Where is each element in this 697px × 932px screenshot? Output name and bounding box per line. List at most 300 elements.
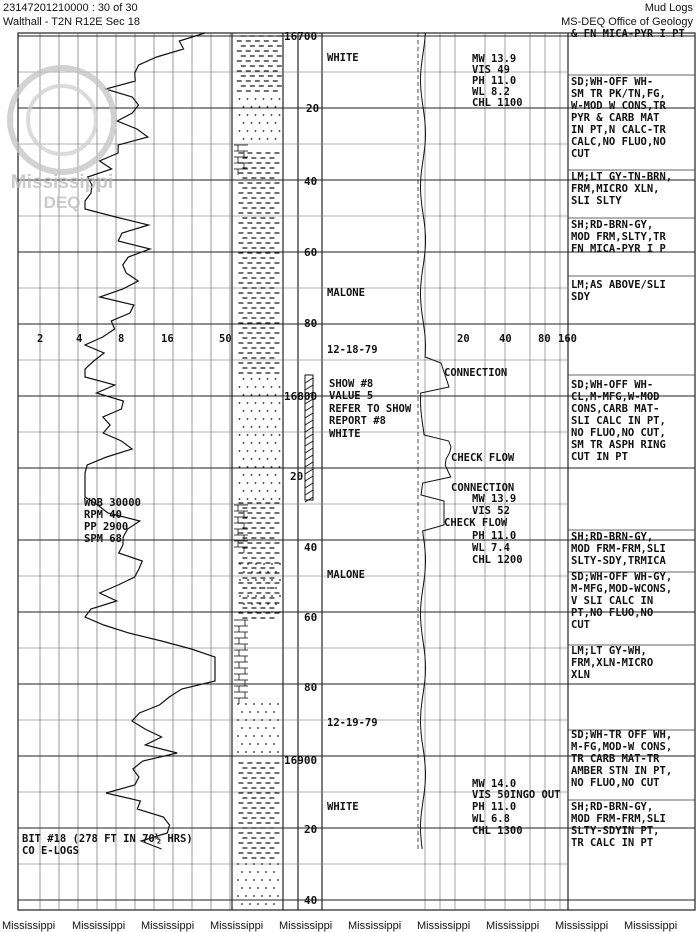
sand-dot bbox=[277, 703, 279, 705]
sand-dot bbox=[253, 719, 255, 721]
sand-dot bbox=[251, 603, 253, 605]
litho-line: MOD FRM,SLTY,TR bbox=[571, 231, 666, 243]
litho-line: FRM,MICRO XLN, bbox=[571, 183, 660, 195]
sand-dot bbox=[261, 863, 263, 865]
sand-dot bbox=[271, 579, 273, 581]
sand-dot bbox=[275, 410, 277, 412]
sand-dot bbox=[265, 903, 267, 905]
sand-dot bbox=[251, 490, 253, 492]
sand-dot bbox=[269, 703, 271, 705]
litho-line: XLN bbox=[571, 669, 590, 681]
sand-dot bbox=[247, 98, 249, 100]
sand-dot bbox=[249, 743, 251, 745]
sand-dot bbox=[279, 450, 281, 452]
sand-dot bbox=[253, 735, 255, 737]
litho-line: SH;RD-BRN-GY, bbox=[571, 531, 654, 543]
litho-line: FRM,XLN-MICRO bbox=[571, 657, 654, 669]
sand-dot bbox=[267, 378, 269, 380]
sand-dot bbox=[269, 751, 271, 753]
gas-scale-tick: 80 bbox=[538, 333, 551, 345]
drill-rate-curve bbox=[85, 33, 215, 849]
sand-dot bbox=[239, 579, 241, 581]
sand-dot bbox=[259, 410, 261, 412]
sand-dot bbox=[241, 871, 243, 873]
sand-dot bbox=[237, 863, 239, 865]
litho-line: LM;LT GY-TN-BRN, bbox=[571, 171, 673, 183]
watermark-line1: Mississippi bbox=[10, 172, 114, 193]
sand-dot bbox=[267, 106, 269, 108]
sand-dot bbox=[243, 474, 245, 476]
sand-dot bbox=[269, 735, 271, 737]
show-hatch bbox=[305, 378, 313, 383]
sand-dot bbox=[249, 887, 251, 889]
sand-dot bbox=[257, 887, 259, 889]
sand-dot bbox=[265, 871, 267, 873]
sand-dot bbox=[279, 114, 281, 116]
sand-dot bbox=[249, 903, 251, 905]
show-hatch bbox=[305, 483, 313, 488]
sand-dot bbox=[251, 474, 253, 476]
sand-dot bbox=[245, 879, 247, 881]
mud-prop: WL 8.2 bbox=[472, 86, 510, 98]
litho-line: SM TR PK/TN,FG, bbox=[571, 88, 666, 100]
sand-dot bbox=[279, 611, 281, 613]
drill-rate-scale bbox=[37, 333, 232, 345]
sand-dot bbox=[271, 114, 273, 116]
sand-dot bbox=[277, 719, 279, 721]
sand-dot bbox=[269, 879, 271, 881]
sand-dot bbox=[249, 711, 251, 713]
date-marker: 12-19-79 bbox=[327, 717, 378, 729]
sand-dot bbox=[267, 587, 269, 589]
sand-dot bbox=[271, 418, 273, 420]
sand-dot bbox=[251, 138, 253, 140]
sand-dot bbox=[255, 563, 257, 565]
sand-dot bbox=[271, 402, 273, 404]
footer-mississippi: Mississippi bbox=[141, 920, 195, 932]
sand-dot bbox=[241, 887, 243, 889]
sand-dot bbox=[243, 571, 245, 573]
sand-dot bbox=[275, 474, 277, 476]
show-note: REFER TO SHOW bbox=[329, 403, 412, 415]
sand-dot bbox=[275, 138, 277, 140]
sand-dot bbox=[251, 122, 253, 124]
litho-line: IN PT,N CALC-TR bbox=[571, 124, 666, 136]
sand-dot bbox=[259, 587, 261, 589]
sand-dot bbox=[247, 402, 249, 404]
depth-label: 20 bbox=[290, 470, 304, 483]
depth-label: 40 bbox=[304, 894, 318, 907]
drill-scale-tick: 4 bbox=[76, 333, 83, 345]
sand-dot bbox=[255, 130, 257, 132]
sand-dot bbox=[261, 751, 263, 753]
drilling-parameters bbox=[84, 497, 141, 545]
sand-dot bbox=[239, 114, 241, 116]
sand-dot bbox=[255, 450, 257, 452]
sand-dot bbox=[253, 863, 255, 865]
sand-dot bbox=[251, 394, 253, 396]
litho-line: NO FLUO,NO CUT bbox=[571, 777, 660, 789]
gas-scale-tick: 40 bbox=[499, 333, 512, 345]
mud-prop: MW 13.9 bbox=[472, 493, 517, 505]
sand-dot bbox=[279, 130, 281, 132]
litho-line: CUT IN PT bbox=[571, 451, 628, 463]
sand-dot bbox=[271, 98, 273, 100]
sand-dot bbox=[271, 450, 273, 452]
sand-dot bbox=[267, 442, 269, 444]
show-note: SHOW #8 bbox=[329, 378, 374, 390]
sand-dot bbox=[259, 474, 261, 476]
log-curves bbox=[85, 33, 451, 850]
litho-line: & FN MICA-PYR I PT bbox=[571, 28, 685, 40]
sand-dot bbox=[255, 482, 257, 484]
show-hatch bbox=[305, 420, 313, 425]
footer-mississippi: Mississippi bbox=[210, 920, 264, 932]
litho-line: NO FLUO,NO CUT, bbox=[571, 427, 666, 439]
file-id: 23147201210000 : 30 of 30 bbox=[3, 2, 138, 14]
sand-dot bbox=[245, 719, 247, 721]
sand-dot bbox=[273, 727, 275, 729]
formation-white: WHITE bbox=[327, 801, 359, 813]
sand-dot bbox=[253, 895, 255, 897]
show-hatch bbox=[305, 406, 313, 411]
sand-dot bbox=[247, 595, 249, 597]
sand-dot bbox=[239, 98, 241, 100]
sand-dot bbox=[247, 418, 249, 420]
sand-dot bbox=[271, 498, 273, 500]
sand-dot bbox=[255, 418, 257, 420]
sand-dot bbox=[239, 466, 241, 468]
sand-dot bbox=[251, 587, 253, 589]
sand-dot bbox=[255, 98, 257, 100]
mud-prop: VIS 50INGO OUT bbox=[472, 789, 561, 801]
mud-prop: CHL 1300 bbox=[472, 825, 523, 837]
watermark-seal bbox=[10, 68, 114, 172]
sand-dot bbox=[261, 879, 263, 881]
litho-line: MOD FRM-FRM,SLI bbox=[571, 813, 666, 825]
sand-dot bbox=[263, 498, 265, 500]
sand-dot bbox=[273, 887, 275, 889]
sand-dot bbox=[237, 879, 239, 881]
litho-line: MOD FRM-FRM,SLI bbox=[571, 543, 666, 555]
drill-scale-tick: 16 bbox=[161, 333, 174, 345]
mud-properties-1 bbox=[472, 53, 523, 109]
drill-scale-tick: 50 bbox=[219, 333, 232, 345]
drill-param: WOB 30000 bbox=[84, 497, 141, 509]
litho-line: SD;WH-OFF WH- bbox=[571, 379, 654, 391]
mud-properties-2 bbox=[472, 493, 523, 566]
show-hatch bbox=[305, 448, 313, 453]
litho-line: TR CALC IN PT bbox=[571, 837, 654, 849]
show-note: REPORT #8 bbox=[329, 415, 386, 427]
sand-dot bbox=[261, 703, 263, 705]
litho-line: SD;WH-OFF WH- bbox=[571, 76, 654, 88]
sand-dot bbox=[239, 402, 241, 404]
sand-dot bbox=[271, 482, 273, 484]
sand-dot bbox=[255, 402, 257, 404]
sand-dot bbox=[251, 378, 253, 380]
sand-dot bbox=[275, 571, 277, 573]
sand-dot bbox=[251, 410, 253, 412]
lithology-descriptions bbox=[571, 28, 685, 849]
sand-dot bbox=[273, 871, 275, 873]
sand-dot bbox=[257, 727, 259, 729]
sand-dot bbox=[251, 442, 253, 444]
mud-prop: CHL 1200 bbox=[472, 554, 523, 566]
footer-mississippi: Mississippi bbox=[486, 920, 540, 932]
sand-dot bbox=[245, 895, 247, 897]
sand-dot bbox=[241, 743, 243, 745]
show-hatch bbox=[305, 490, 313, 495]
footer-mississippi: Mississippi bbox=[2, 920, 56, 932]
formation-white: WHITE bbox=[327, 52, 359, 64]
show-hatch bbox=[305, 427, 313, 432]
sand-dot bbox=[267, 603, 269, 605]
sand-dot bbox=[263, 114, 265, 116]
sand-dot bbox=[243, 410, 245, 412]
sand-dot bbox=[243, 442, 245, 444]
sand-dot bbox=[257, 871, 259, 873]
sand-dot bbox=[263, 402, 265, 404]
litho-line: SDY bbox=[571, 291, 590, 303]
sand-dot bbox=[245, 735, 247, 737]
sand-dot bbox=[247, 482, 249, 484]
sand-dot bbox=[263, 450, 265, 452]
sand-dot bbox=[267, 394, 269, 396]
sand-dot bbox=[259, 603, 261, 605]
sand-dot bbox=[275, 603, 277, 605]
sand-dot bbox=[253, 751, 255, 753]
sand-dot bbox=[247, 450, 249, 452]
litho-line: FN MICA-PYR I P bbox=[571, 243, 666, 255]
depth-label: 40 bbox=[304, 175, 318, 188]
sand-dot bbox=[241, 903, 243, 905]
sand-dot bbox=[259, 122, 261, 124]
sand-dot bbox=[251, 571, 253, 573]
bit-note-line: BIT #18 (278 FT IN 70½ HRS) bbox=[22, 833, 193, 845]
sand-dot bbox=[275, 426, 277, 428]
document-type: Mud Logs bbox=[644, 2, 693, 14]
sand-dot bbox=[267, 571, 269, 573]
formation-malone: MALONE bbox=[327, 287, 365, 299]
depth-label: 16800 bbox=[284, 390, 318, 403]
sand-dot bbox=[275, 106, 277, 108]
mud-prop: WL 6.8 bbox=[472, 813, 510, 825]
sand-dot bbox=[279, 498, 281, 500]
sand-dot bbox=[279, 402, 281, 404]
event-check-flow: CHECK FLOW bbox=[451, 452, 515, 464]
depth-label: 80 bbox=[304, 681, 318, 694]
sand-dot bbox=[255, 466, 257, 468]
sand-dot bbox=[255, 498, 257, 500]
sand-dot bbox=[243, 587, 245, 589]
depth-label: 60 bbox=[304, 611, 318, 624]
sand-dot bbox=[271, 563, 273, 565]
show-hatch bbox=[305, 462, 313, 467]
sand-dot bbox=[275, 490, 277, 492]
litho-line: SD;WH-TR OFF WH, bbox=[571, 729, 673, 741]
mud-prop: VIS 52 bbox=[472, 505, 510, 517]
sand-dot bbox=[267, 410, 269, 412]
litho-line: PYR & CARB MAT bbox=[571, 112, 660, 124]
sand-dot bbox=[275, 587, 277, 589]
sand-dot bbox=[263, 611, 265, 613]
sand-dot bbox=[275, 378, 277, 380]
agency-name: MS-DEQ Office of Geology bbox=[561, 16, 693, 28]
sand-dot bbox=[261, 895, 263, 897]
sand-dot bbox=[247, 434, 249, 436]
show-hatch bbox=[305, 441, 313, 446]
sand-dot bbox=[243, 122, 245, 124]
sand-dot bbox=[247, 498, 249, 500]
litho-line: LM;LT GY-WH, bbox=[571, 645, 647, 657]
litho-line: SLTY-SDYIN PT, bbox=[571, 825, 660, 837]
litho-line: SH;RD-BRN-GY, bbox=[571, 801, 654, 813]
footer-repeat bbox=[2, 920, 677, 932]
sand-dot bbox=[271, 611, 273, 613]
bit-note-line: CO E-LOGS bbox=[22, 845, 79, 857]
depth-label: 16700 bbox=[284, 30, 318, 43]
show-hatch bbox=[305, 413, 313, 418]
formation-malone: MALONE bbox=[327, 569, 365, 581]
sand-dot bbox=[251, 106, 253, 108]
sand-dot bbox=[277, 879, 279, 881]
sand-dot bbox=[237, 895, 239, 897]
sand-dot bbox=[263, 466, 265, 468]
sand-dot bbox=[253, 879, 255, 881]
sand-dot bbox=[269, 863, 271, 865]
sand-dot bbox=[243, 138, 245, 140]
drill-scale-tick: 8 bbox=[118, 333, 125, 345]
footer-mississippi: Mississippi bbox=[555, 920, 609, 932]
sand-dot bbox=[237, 703, 239, 705]
mud-prop: CHL 1100 bbox=[472, 97, 523, 109]
sand-dot bbox=[277, 751, 279, 753]
sand-dot bbox=[243, 426, 245, 428]
sand-dot bbox=[261, 735, 263, 737]
footer-mississippi: Mississippi bbox=[279, 920, 333, 932]
event-connection: CONNECTION bbox=[451, 482, 515, 494]
sand-dot bbox=[247, 130, 249, 132]
depth-label: 16900 bbox=[284, 754, 318, 767]
event-connection: CONNECTION bbox=[444, 367, 508, 379]
sand-dot bbox=[277, 863, 279, 865]
drill-scale-tick: 2 bbox=[37, 333, 44, 345]
show-note: VALUE 5 bbox=[329, 390, 374, 402]
sand-dot bbox=[265, 743, 267, 745]
depth-label: 20 bbox=[304, 823, 318, 836]
show-hatch bbox=[305, 455, 313, 460]
sand-dot bbox=[267, 490, 269, 492]
depth-label: 40 bbox=[304, 541, 318, 554]
sand-dot bbox=[263, 130, 265, 132]
sand-dot bbox=[239, 498, 241, 500]
litho-line: SLI SLTY bbox=[571, 195, 622, 207]
sand-dot bbox=[243, 458, 245, 460]
gas-scale-tick: 20 bbox=[457, 333, 470, 345]
show-hatch bbox=[305, 476, 313, 481]
sand-dot bbox=[275, 442, 277, 444]
sand-dot bbox=[255, 579, 257, 581]
sand-dot bbox=[271, 130, 273, 132]
show-hatch bbox=[305, 434, 313, 439]
sand-dot bbox=[239, 434, 241, 436]
sand-dot bbox=[275, 122, 277, 124]
sand-dot bbox=[259, 442, 261, 444]
sand-dot bbox=[259, 571, 261, 573]
sand-dot bbox=[247, 579, 249, 581]
sand-dot bbox=[261, 719, 263, 721]
litho-line: CUT bbox=[571, 619, 590, 631]
bit-note bbox=[22, 833, 193, 857]
sand-dot bbox=[243, 106, 245, 108]
gas-scale-tick: 160 bbox=[558, 333, 577, 345]
sand-dot bbox=[259, 490, 261, 492]
litho-line: CALC,NO FLUO,NO bbox=[571, 136, 666, 148]
litho-line: W-MOD W CONS,TR bbox=[571, 100, 666, 112]
sand-dot bbox=[249, 727, 251, 729]
sand-dot bbox=[263, 98, 265, 100]
sand-dot bbox=[251, 426, 253, 428]
sand-dot bbox=[275, 394, 277, 396]
sand-dot bbox=[259, 394, 261, 396]
sand-dot bbox=[263, 418, 265, 420]
sand-dot bbox=[245, 751, 247, 753]
sand-dot bbox=[243, 394, 245, 396]
sand-dot bbox=[247, 611, 249, 613]
litho-line: TR CARB MAT-TR bbox=[571, 753, 660, 765]
annotations bbox=[327, 52, 515, 813]
sand-dot bbox=[247, 114, 249, 116]
sand-dot bbox=[267, 122, 269, 124]
litho-line: SH;RD-BRN-GY, bbox=[571, 219, 654, 231]
depth-label: 60 bbox=[304, 246, 318, 259]
date-marker: 12-18-79 bbox=[327, 344, 378, 356]
deq-watermark bbox=[10, 68, 114, 212]
sand-dot bbox=[247, 386, 249, 388]
sand-dot bbox=[259, 106, 261, 108]
sand-dot bbox=[245, 863, 247, 865]
mud-prop: MW 14.0 bbox=[472, 778, 517, 790]
sand-dot bbox=[277, 735, 279, 737]
sand-dot bbox=[279, 98, 281, 100]
sand-dot bbox=[241, 711, 243, 713]
sand-dot bbox=[263, 386, 265, 388]
sand-dot bbox=[269, 719, 271, 721]
sand-dot bbox=[239, 595, 241, 597]
gas-scale bbox=[457, 333, 577, 345]
sand-dot bbox=[249, 871, 251, 873]
mud-prop: PH 11.0 bbox=[472, 801, 517, 813]
sand-dot bbox=[273, 903, 275, 905]
sand-dot bbox=[255, 386, 257, 388]
sand-dot bbox=[263, 595, 265, 597]
sand-dot bbox=[255, 114, 257, 116]
depth-label: 80 bbox=[304, 317, 318, 330]
sand-dot bbox=[263, 579, 265, 581]
litho-line: CUT bbox=[571, 148, 590, 160]
sand-dot bbox=[255, 434, 257, 436]
sand-dot bbox=[245, 703, 247, 705]
litho-line: SD;WH-OFF WH-GY, bbox=[571, 571, 673, 583]
sand-dot bbox=[277, 895, 279, 897]
sand-dot bbox=[259, 458, 261, 460]
sand-dot bbox=[259, 138, 261, 140]
watermark-line2: DEQ bbox=[43, 193, 81, 212]
sand-dot bbox=[271, 466, 273, 468]
footer-mississippi: Mississippi bbox=[624, 920, 678, 932]
sand-dot bbox=[239, 611, 241, 613]
